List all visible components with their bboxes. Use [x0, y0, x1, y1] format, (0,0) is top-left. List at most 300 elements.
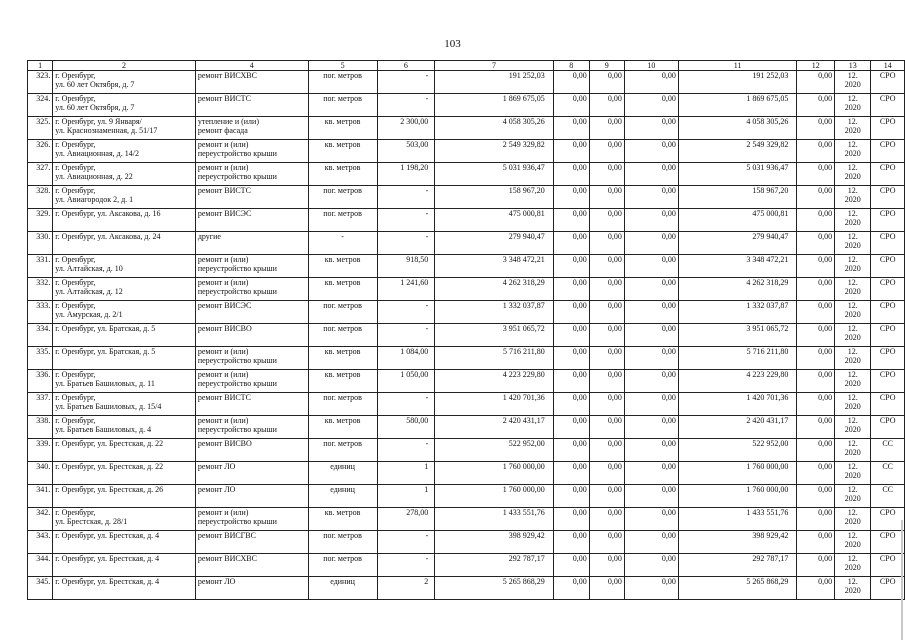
total-cost-cell: 1 760 000,00 [435, 462, 553, 485]
fund-cell-8: 0,00 [553, 255, 589, 278]
unit-cell: кв. метров [308, 278, 377, 301]
fund-cell-9: 0,00 [589, 485, 624, 508]
deadline-cell [835, 232, 871, 255]
volume-cell: 1 198,20 [377, 163, 435, 186]
work-type-line-2: переустройство крыши [197, 517, 277, 526]
total-cost-cell: 2 420 431,17 [435, 416, 553, 439]
fund-source-cell: СРО [871, 324, 905, 347]
deadline-cell [835, 462, 871, 485]
table-row [28, 462, 905, 485]
fund-source-cell: СРО [871, 209, 905, 232]
deadline-cell [835, 71, 871, 94]
work-type-cell [195, 485, 308, 508]
work-type-line-1: ремонт ЛО [197, 462, 236, 471]
total-cost-cell: 1 869 675,05 [435, 94, 553, 117]
fund-cell-10: 0,00 [624, 186, 678, 209]
fund-cell-8: 0,00 [553, 140, 589, 163]
work-type-line-1: ремонт и (или) [197, 140, 249, 149]
column-header: 12 [797, 61, 835, 71]
address-cell [53, 255, 196, 278]
volume-cell: - [377, 324, 435, 347]
work-type-line-1: ремонт ВИСХВС [197, 71, 257, 80]
fund-cell-12: 0,00 [797, 485, 835, 508]
fund-cell-10: 0,00 [624, 531, 678, 554]
volume-cell: 2 [377, 577, 435, 600]
volume-cell: 1 050,00 [377, 370, 435, 393]
row-number: 328. [28, 186, 53, 209]
total-cost-cell: 475 000,81 [435, 209, 553, 232]
row-number: 331. [28, 255, 53, 278]
address-cell [53, 439, 196, 462]
fund-cell-9: 0,00 [589, 94, 624, 117]
address-cell [53, 94, 196, 117]
work-type-cell [195, 255, 308, 278]
work-type-line-1: ремонт ЛО [197, 577, 236, 586]
fund-cell-8: 0,00 [553, 117, 589, 140]
volume-cell: - [377, 439, 435, 462]
address-line-1: г. Оренбург, ул. Брестская, д. 4 [55, 554, 160, 563]
fund-cell-10: 0,00 [624, 347, 678, 370]
address-line-1: г. Оренбург, [55, 301, 96, 310]
unit-cell: единиц [308, 462, 377, 485]
address-cell [53, 416, 196, 439]
address-cell [53, 140, 196, 163]
deadline-month: 12. [847, 117, 858, 126]
work-type-cell [195, 462, 308, 485]
fund-cell-9: 0,00 [589, 577, 624, 600]
unit-cell: - [308, 232, 377, 255]
deadline-cell [835, 393, 871, 416]
work-type-cell [195, 577, 308, 600]
fund-source-cell: СС [871, 439, 905, 462]
work-type-line-1: ремонт ВИСХВС [197, 554, 257, 563]
unit-cell: пог. метров [308, 94, 377, 117]
owners-funds-cell: 1 869 675,05 [678, 94, 796, 117]
column-header: 2 [53, 61, 196, 71]
address-cell [53, 186, 196, 209]
address-cell [53, 209, 196, 232]
table-row [28, 577, 905, 600]
table-row [28, 485, 905, 508]
deadline-year: 2020 [844, 103, 861, 112]
deadline-cell [835, 324, 871, 347]
fund-cell-10: 0,00 [624, 416, 678, 439]
address-cell [53, 117, 196, 140]
deadline-month: 12. [847, 554, 858, 563]
address-cell [53, 370, 196, 393]
deadline-year: 2020 [844, 264, 861, 273]
owners-funds-cell: 5 265 868,29 [678, 577, 796, 600]
fund-cell-9: 0,00 [589, 439, 624, 462]
fund-cell-10: 0,00 [624, 232, 678, 255]
volume-cell: - [377, 94, 435, 117]
total-cost-cell: 279 940,47 [435, 232, 553, 255]
fund-cell-12: 0,00 [797, 301, 835, 324]
column-header: 6 [377, 61, 435, 71]
fund-cell-8: 0,00 [553, 439, 589, 462]
owners-funds-cell: 2 549 329,82 [678, 140, 796, 163]
work-type-cell [195, 324, 308, 347]
deadline-cell [835, 278, 871, 301]
deadline-cell [835, 209, 871, 232]
table-row [28, 140, 905, 163]
deadline-cell [835, 416, 871, 439]
fund-cell-8: 0,00 [553, 278, 589, 301]
total-cost-cell: 5 716 211,80 [435, 347, 553, 370]
owners-funds-cell: 398 929,42 [678, 531, 796, 554]
fund-cell-10: 0,00 [624, 278, 678, 301]
fund-cell-12: 0,00 [797, 278, 835, 301]
volume-cell: - [377, 232, 435, 255]
fund-source-cell: СС [871, 462, 905, 485]
fund-source-cell: СРО [871, 577, 905, 600]
row-number: 329. [28, 209, 53, 232]
work-type-cell [195, 186, 308, 209]
volume-cell: 1 [377, 462, 435, 485]
deadline-month: 12. [847, 577, 858, 586]
fund-source-cell: СРО [871, 255, 905, 278]
fund-source-cell: СРО [871, 94, 905, 117]
volume-cell: - [377, 209, 435, 232]
work-type-cell [195, 393, 308, 416]
unit-cell: пог. метров [308, 393, 377, 416]
work-type-cell [195, 94, 308, 117]
total-cost-cell: 3 348 472,21 [435, 255, 553, 278]
work-type-cell [195, 439, 308, 462]
deadline-year: 2020 [844, 80, 861, 89]
table-row [28, 393, 905, 416]
work-type-line-1: ремонт ВИСГВС [197, 531, 256, 540]
total-cost-cell: 4 262 318,29 [435, 278, 553, 301]
owners-funds-cell: 5 031 936,47 [678, 163, 796, 186]
deadline-year: 2020 [844, 494, 861, 503]
work-type-cell [195, 370, 308, 393]
deadline-year: 2020 [844, 563, 861, 572]
work-type-line-1: ремонт и (или) [197, 347, 249, 356]
deadline-month: 12. [847, 301, 858, 310]
work-type-cell [195, 531, 308, 554]
unit-cell: пог. метров [308, 301, 377, 324]
fund-cell-10: 0,00 [624, 393, 678, 416]
owners-funds-cell: 3 951 065,72 [678, 324, 796, 347]
fund-cell-12: 0,00 [797, 94, 835, 117]
fund-source-cell: СРО [871, 370, 905, 393]
column-header: 5 [308, 61, 377, 71]
fund-cell-12: 0,00 [797, 232, 835, 255]
fund-cell-9: 0,00 [589, 301, 624, 324]
column-header: 13 [835, 61, 871, 71]
work-type-line-2: переустройство крыши [197, 356, 277, 365]
deadline-year: 2020 [844, 586, 861, 595]
row-number: 323. [28, 71, 53, 94]
deadline-year: 2020 [844, 448, 861, 457]
table-row [28, 232, 905, 255]
volume-cell: 1 [377, 485, 435, 508]
address-line-1: г. Оренбург, ул. Брестская, д. 22 [55, 439, 164, 448]
deadline-year: 2020 [844, 287, 861, 296]
deadline-cell [835, 186, 871, 209]
work-type-line-2: ремонт фасада [197, 126, 248, 135]
work-type-line-2: переустройство крыши [197, 172, 277, 181]
table-row [28, 301, 905, 324]
work-type-line-1: утепление и (или) [197, 117, 259, 126]
deadline-month: 12. [847, 347, 858, 356]
fund-cell-9: 0,00 [589, 347, 624, 370]
fund-cell-12: 0,00 [797, 370, 835, 393]
fund-cell-10: 0,00 [624, 439, 678, 462]
work-type-line-1: ремонт ВИСТС [197, 186, 251, 195]
unit-cell: пог. метров [308, 71, 377, 94]
fund-cell-9: 0,00 [589, 255, 624, 278]
fund-cell-8: 0,00 [553, 508, 589, 531]
row-number: 343. [28, 531, 53, 554]
table-row [28, 370, 905, 393]
address-line-1: г. Оренбург, ул. Аксакова, д. 16 [55, 209, 161, 218]
address-cell [53, 324, 196, 347]
deadline-cell [835, 140, 871, 163]
fund-cell-9: 0,00 [589, 416, 624, 439]
unit-cell: кв. метров [308, 255, 377, 278]
owners-funds-cell: 4 058 305,26 [678, 117, 796, 140]
fund-cell-10: 0,00 [624, 163, 678, 186]
work-type-line-1: ремонт и (или) [197, 508, 249, 517]
row-number: 324. [28, 94, 53, 117]
row-number: 338. [28, 416, 53, 439]
table-row [28, 324, 905, 347]
page-number: 103 [444, 38, 461, 50]
fund-cell-8: 0,00 [553, 209, 589, 232]
deadline-month: 12. [847, 255, 858, 264]
address-line-1: г. Оренбург, [55, 255, 96, 264]
table-row [28, 531, 905, 554]
fund-cell-8: 0,00 [553, 301, 589, 324]
volume-cell: 1 084,00 [377, 347, 435, 370]
address-line-2: ул. Авиагородок 2, д. 1 [55, 195, 134, 204]
deadline-month: 12. [847, 324, 858, 333]
fund-cell-12: 0,00 [797, 324, 835, 347]
total-cost-cell: 522 952,00 [435, 439, 553, 462]
deadline-year: 2020 [844, 195, 861, 204]
work-type-line-1: ремонт и (или) [197, 255, 249, 264]
table-row [28, 117, 905, 140]
fund-cell-8: 0,00 [553, 531, 589, 554]
deadline-cell [835, 531, 871, 554]
fund-cell-12: 0,00 [797, 71, 835, 94]
total-cost-cell: 158 967,20 [435, 186, 553, 209]
fund-cell-12: 0,00 [797, 209, 835, 232]
fund-cell-9: 0,00 [589, 554, 624, 577]
fund-cell-8: 0,00 [553, 485, 589, 508]
address-line-1: г. Оренбург, ул. Брестская, д. 4 [55, 577, 160, 586]
total-cost-cell: 4 223 229,80 [435, 370, 553, 393]
address-line-1: г. Оренбург, [55, 370, 96, 379]
work-type-cell [195, 301, 308, 324]
deadline-year: 2020 [844, 310, 861, 319]
deadline-cell [835, 508, 871, 531]
fund-cell-10: 0,00 [624, 301, 678, 324]
fund-cell-9: 0,00 [589, 508, 624, 531]
work-type-line-1: ремонт и (или) [197, 370, 249, 379]
deadline-year: 2020 [844, 425, 861, 434]
address-line-2: ул. Братьев Башиловых, д. 11 [55, 379, 155, 388]
row-number: 344. [28, 554, 53, 577]
table-row [28, 255, 905, 278]
owners-funds-cell: 522 952,00 [678, 439, 796, 462]
fund-cell-9: 0,00 [589, 232, 624, 255]
fund-cell-10: 0,00 [624, 370, 678, 393]
row-number: 326. [28, 140, 53, 163]
work-type-line-1: ремонт ВИСВО [197, 324, 252, 333]
fund-source-cell: СС [871, 485, 905, 508]
address-line-2: ул. Краснознаменная, д. 51/17 [55, 126, 158, 135]
row-number: 337. [28, 393, 53, 416]
scan-edge-mark [901, 520, 903, 640]
deadline-month: 12. [847, 209, 858, 218]
volume-cell: 2 300,00 [377, 117, 435, 140]
deadline-year: 2020 [844, 402, 861, 411]
owners-funds-cell: 1 433 551,76 [678, 508, 796, 531]
row-number: 334. [28, 324, 53, 347]
fund-cell-9: 0,00 [589, 186, 624, 209]
address-line-2: ул. Амурская, д. 2/1 [55, 310, 123, 319]
deadline-month: 12. [847, 508, 858, 517]
fund-cell-9: 0,00 [589, 531, 624, 554]
volume-cell: 1 241,60 [377, 278, 435, 301]
unit-cell: единиц [308, 485, 377, 508]
fund-cell-9: 0,00 [589, 462, 624, 485]
fund-source-cell: СРО [871, 117, 905, 140]
fund-source-cell: СРО [871, 347, 905, 370]
row-number: 325. [28, 117, 53, 140]
address-cell [53, 301, 196, 324]
address-cell [53, 577, 196, 600]
fund-cell-10: 0,00 [624, 255, 678, 278]
address-line-1: г. Оренбург, [55, 186, 96, 195]
volume-cell: - [377, 301, 435, 324]
unit-cell: пог. метров [308, 531, 377, 554]
table-row [28, 508, 905, 531]
total-cost-cell: 1 420 701,36 [435, 393, 553, 416]
total-cost-cell: 4 058 305,26 [435, 117, 553, 140]
fund-cell-12: 0,00 [797, 140, 835, 163]
unit-cell: единиц [308, 577, 377, 600]
fund-source-cell: СРО [871, 278, 905, 301]
fund-cell-12: 0,00 [797, 117, 835, 140]
deadline-cell [835, 439, 871, 462]
address-line-1: г. Оренбург, [55, 94, 96, 103]
total-cost-cell: 1 760 000,00 [435, 485, 553, 508]
fund-cell-8: 0,00 [553, 370, 589, 393]
work-type-cell [195, 71, 308, 94]
unit-cell: пог. метров [308, 439, 377, 462]
address-cell [53, 232, 196, 255]
fund-source-cell: СРО [871, 508, 905, 531]
work-type-cell [195, 209, 308, 232]
total-cost-cell: 292 787,17 [435, 554, 553, 577]
fund-cell-8: 0,00 [553, 186, 589, 209]
work-type-cell [195, 554, 308, 577]
deadline-cell [835, 163, 871, 186]
total-cost-cell: 398 929,42 [435, 531, 553, 554]
unit-cell: пог. метров [308, 324, 377, 347]
address-cell [53, 393, 196, 416]
address-line-1: г. Оренбург, [55, 140, 96, 149]
total-cost-cell: 2 549 329,82 [435, 140, 553, 163]
fund-cell-8: 0,00 [553, 416, 589, 439]
address-cell [53, 163, 196, 186]
table-row [28, 163, 905, 186]
fund-source-cell: СРО [871, 140, 905, 163]
fund-source-cell: СРО [871, 232, 905, 255]
work-type-line-2: переустройство крыши [197, 149, 277, 158]
deadline-year: 2020 [844, 356, 861, 365]
fund-cell-10: 0,00 [624, 117, 678, 140]
table-row [28, 209, 905, 232]
deadline-cell [835, 370, 871, 393]
fund-cell-10: 0,00 [624, 94, 678, 117]
column-header: 10 [624, 61, 678, 71]
work-type-cell [195, 232, 308, 255]
deadline-year: 2020 [844, 149, 861, 158]
address-line-2: ул. Авиационная, д. 22 [55, 172, 133, 181]
unit-cell: кв. метров [308, 347, 377, 370]
fund-cell-10: 0,00 [624, 140, 678, 163]
owners-funds-cell: 279 940,47 [678, 232, 796, 255]
fund-cell-12: 0,00 [797, 577, 835, 600]
work-type-line-1: ремонт ВИСЭС [197, 209, 252, 218]
column-header: 11 [678, 61, 796, 71]
address-line-1: г. Оренбург, [55, 163, 96, 172]
owners-funds-cell: 158 967,20 [678, 186, 796, 209]
volume-cell: 580,00 [377, 416, 435, 439]
owners-funds-cell: 292 787,17 [678, 554, 796, 577]
total-cost-cell: 191 252,03 [435, 71, 553, 94]
owners-funds-cell: 3 348 472,21 [678, 255, 796, 278]
fund-cell-10: 0,00 [624, 508, 678, 531]
deadline-month: 12. [847, 163, 858, 172]
row-number: 341. [28, 485, 53, 508]
owners-funds-cell: 4 262 318,29 [678, 278, 796, 301]
owners-funds-cell: 191 252,03 [678, 71, 796, 94]
row-number: 332. [28, 278, 53, 301]
owners-funds-cell: 2 420 431,17 [678, 416, 796, 439]
column-header: 9 [589, 61, 624, 71]
address-line-2: ул. 60 лет Октября, д. 7 [55, 80, 135, 89]
address-line-1: г. Оренбург, [55, 393, 96, 402]
deadline-month: 12. [847, 278, 858, 287]
fund-cell-10: 0,00 [624, 324, 678, 347]
table-row [28, 94, 905, 117]
address-cell [53, 278, 196, 301]
fund-cell-9: 0,00 [589, 140, 624, 163]
volume-cell: - [377, 531, 435, 554]
total-cost-cell: 5 265 868,29 [435, 577, 553, 600]
address-cell [53, 347, 196, 370]
owners-funds-cell: 1 760 000,00 [678, 462, 796, 485]
deadline-cell [835, 94, 871, 117]
fund-cell-9: 0,00 [589, 370, 624, 393]
fund-cell-9: 0,00 [589, 278, 624, 301]
work-type-line-1: ремонт и (или) [197, 163, 249, 172]
fund-cell-10: 0,00 [624, 485, 678, 508]
work-type-line-1: другие [197, 232, 221, 241]
fund-cell-8: 0,00 [553, 393, 589, 416]
fund-source-cell: СРО [871, 416, 905, 439]
fund-source-cell: СРО [871, 71, 905, 94]
work-type-cell [195, 416, 308, 439]
work-type-line-2: переустройство крыши [197, 287, 277, 296]
total-cost-cell: 3 951 065,72 [435, 324, 553, 347]
